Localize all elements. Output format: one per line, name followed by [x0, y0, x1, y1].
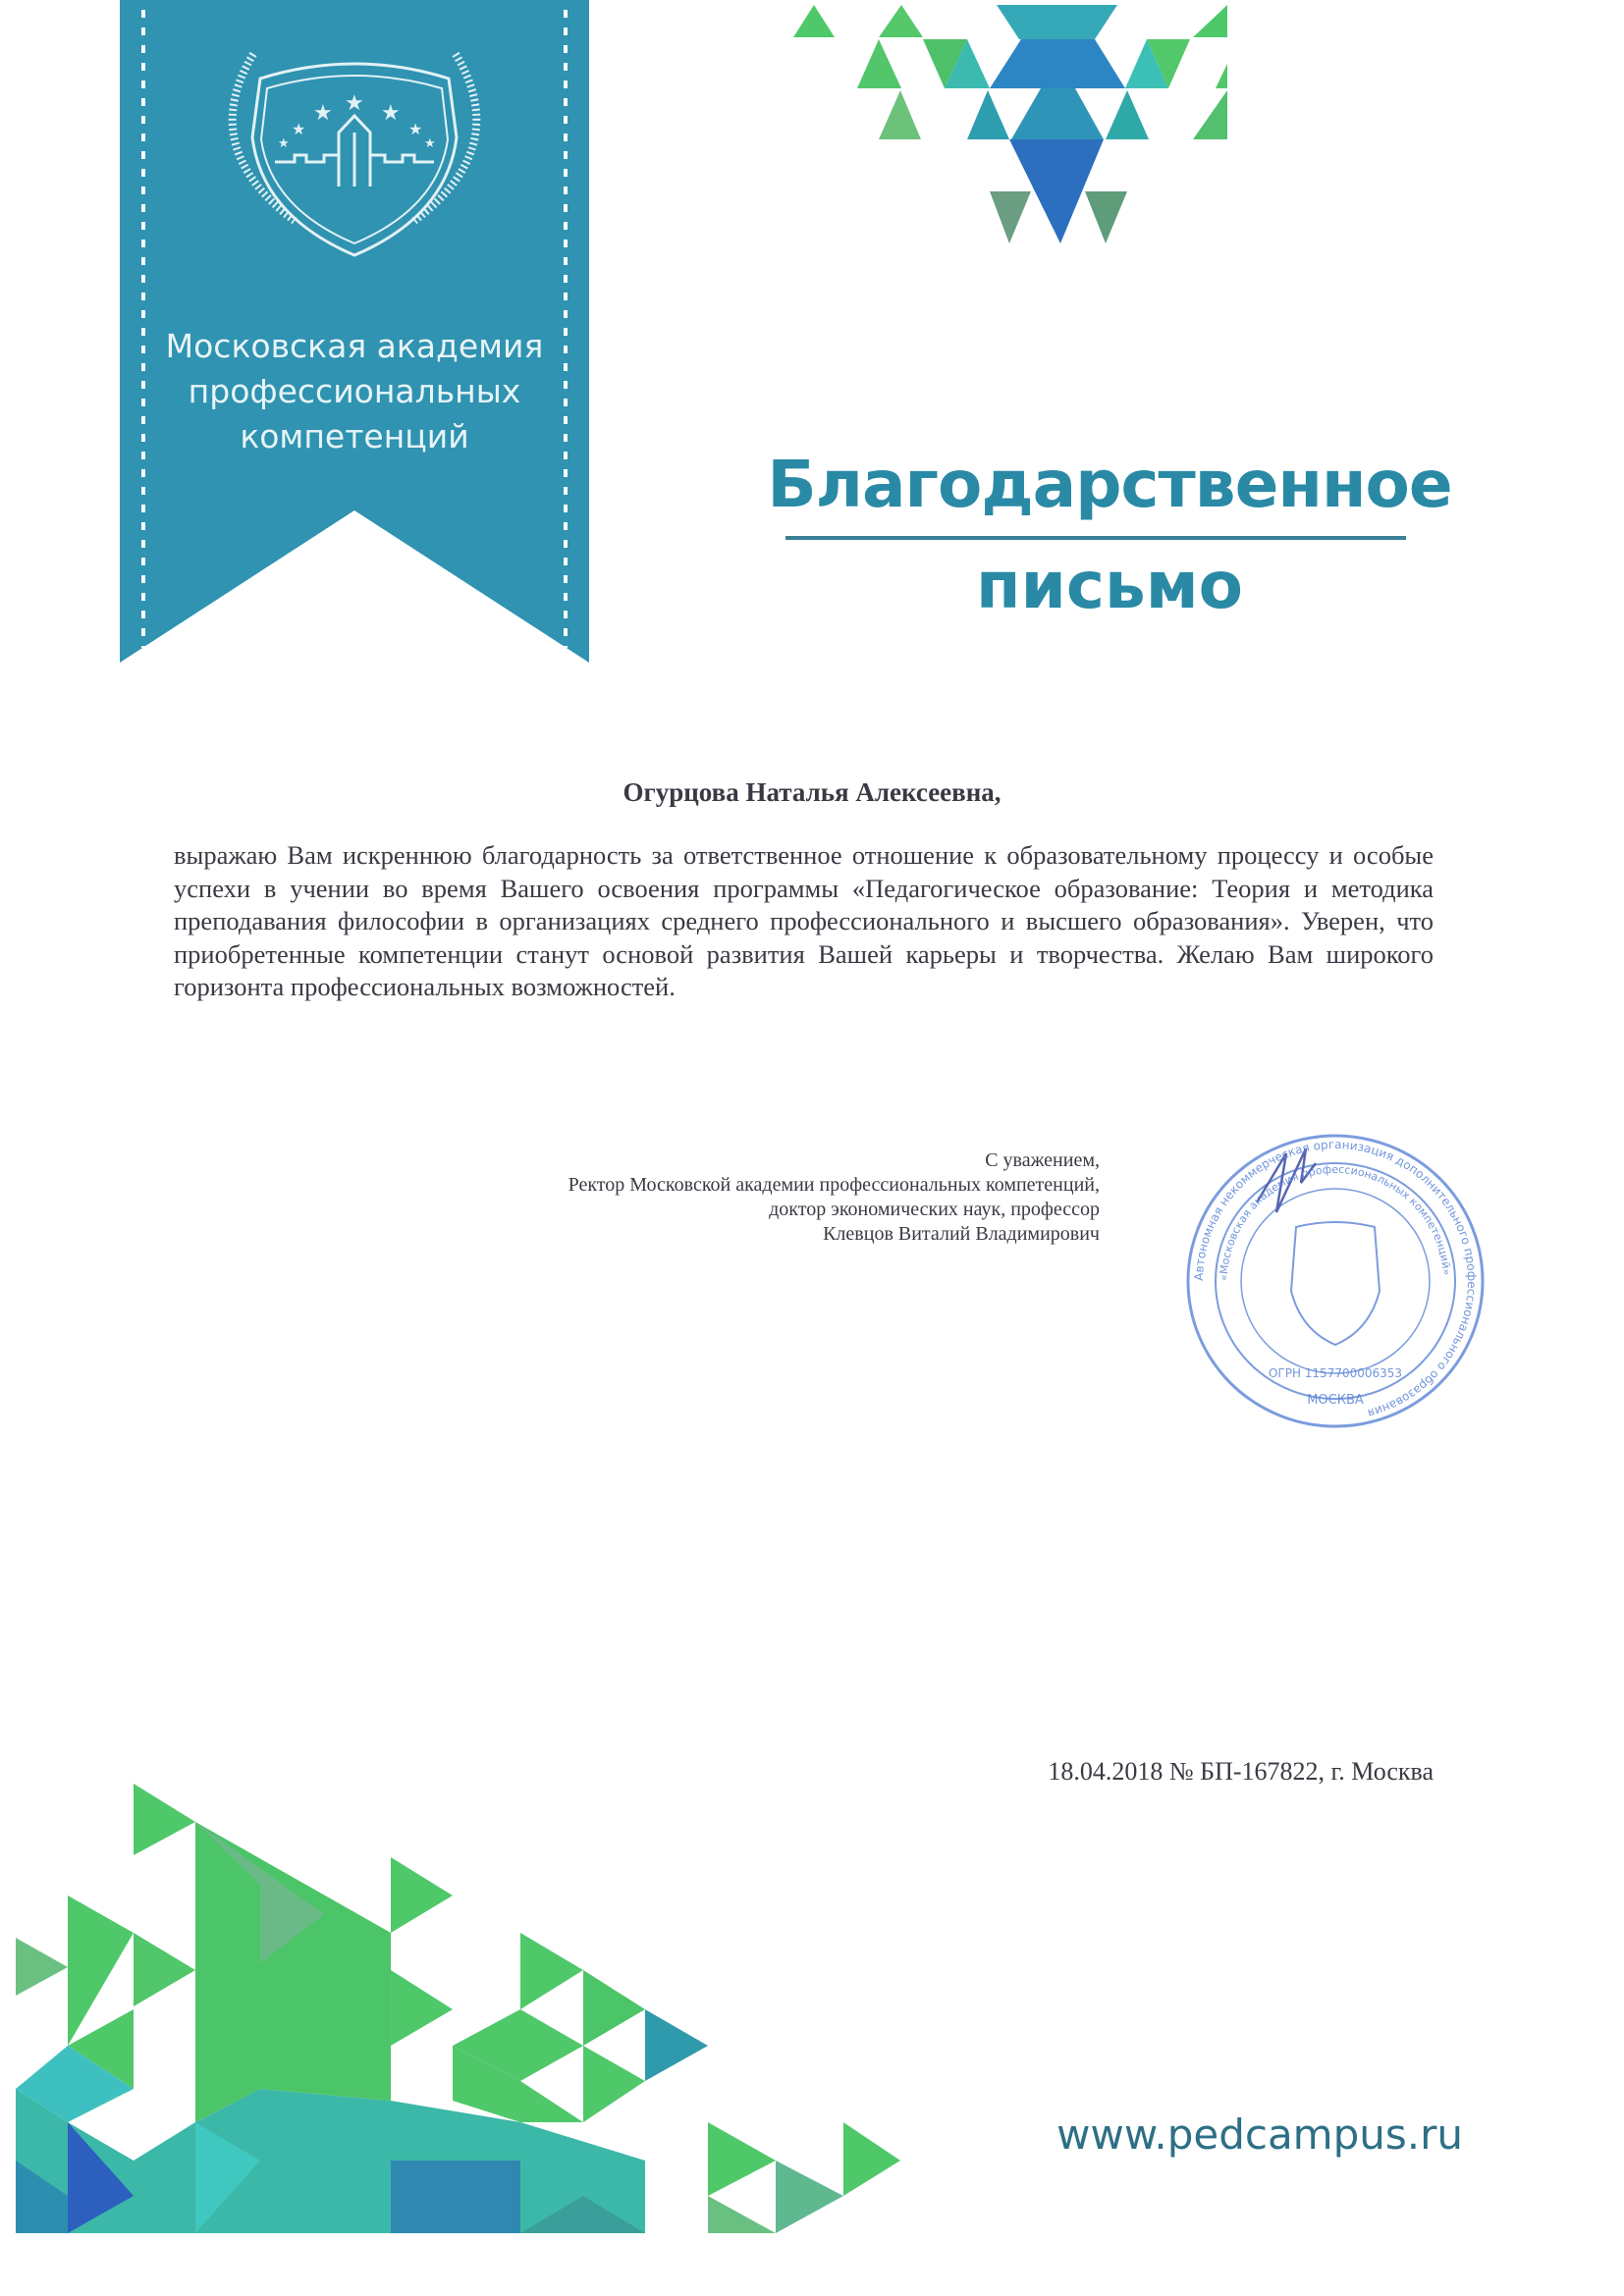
title-divider [785, 536, 1406, 540]
svg-text:★: ★ [278, 136, 290, 151]
stamp-outer-text: Автономная некоммерческая организация дополнительного профессионального образования [1191, 1137, 1480, 1420]
date-and-number: 18.04.2018 № БП-167822, г. Москва [1048, 1757, 1434, 1786]
svg-text:★: ★ [292, 120, 306, 138]
svg-text:★: ★ [408, 120, 423, 138]
recipient-name: Огурцова Наталья Алексеевна, [623, 777, 1001, 807]
bottom-triangle-pattern [0, 1777, 923, 2238]
stamp-city: МОСКВА [1307, 1393, 1364, 1408]
letter-body: выражаю Вам искреннюю благодарность за ответственное отношение к образовательному процессу и особые успехи в учении во время Вашего освоения программы «Педагогическое образование: Теория и методика преподавания философии в организациях среднего профессионального и высшего образования». Уверен, что приобретенные компетенции станут основой развития Вашей карьеры и творчества. Желаю Вам широкого горизонта профессиональных возможностей. [174, 840, 1434, 1001]
stamp-inner-text: «Московская академия профессиональных компетенций» [1217, 1162, 1453, 1282]
svg-text:★: ★ [381, 101, 401, 126]
org-name-line: профессиональных [188, 372, 521, 410]
signature-line: доктор экономических наук, профессор [769, 1199, 1100, 1220]
org-name [120, 324, 589, 459]
title-line-2: письмо [976, 548, 1243, 623]
signature-block [393, 1148, 1100, 1247]
official-stamp [1178, 1124, 1492, 1438]
signature-line: Клевцов Виталий Владимирович [823, 1223, 1100, 1245]
org-name-line: Московская академия [165, 327, 544, 365]
svg-text:★: ★ [313, 101, 333, 126]
signature-line: С уважением, [985, 1149, 1100, 1171]
title-line-1: Благодарственное [767, 447, 1452, 522]
website-link[interactable]: www.pedcampus.ru [1056, 2110, 1463, 2159]
top-triangle-pattern [746, 0, 1624, 314]
svg-text:★: ★ [345, 91, 364, 116]
org-name-line: компетенций [240, 417, 469, 455]
svg-text:★: ★ [424, 136, 436, 151]
signature-line: Ректор Московской академии профессиональных компетенций, [568, 1174, 1100, 1196]
stamp-ogrn: ОГРН 1157700006353 [1268, 1366, 1403, 1380]
